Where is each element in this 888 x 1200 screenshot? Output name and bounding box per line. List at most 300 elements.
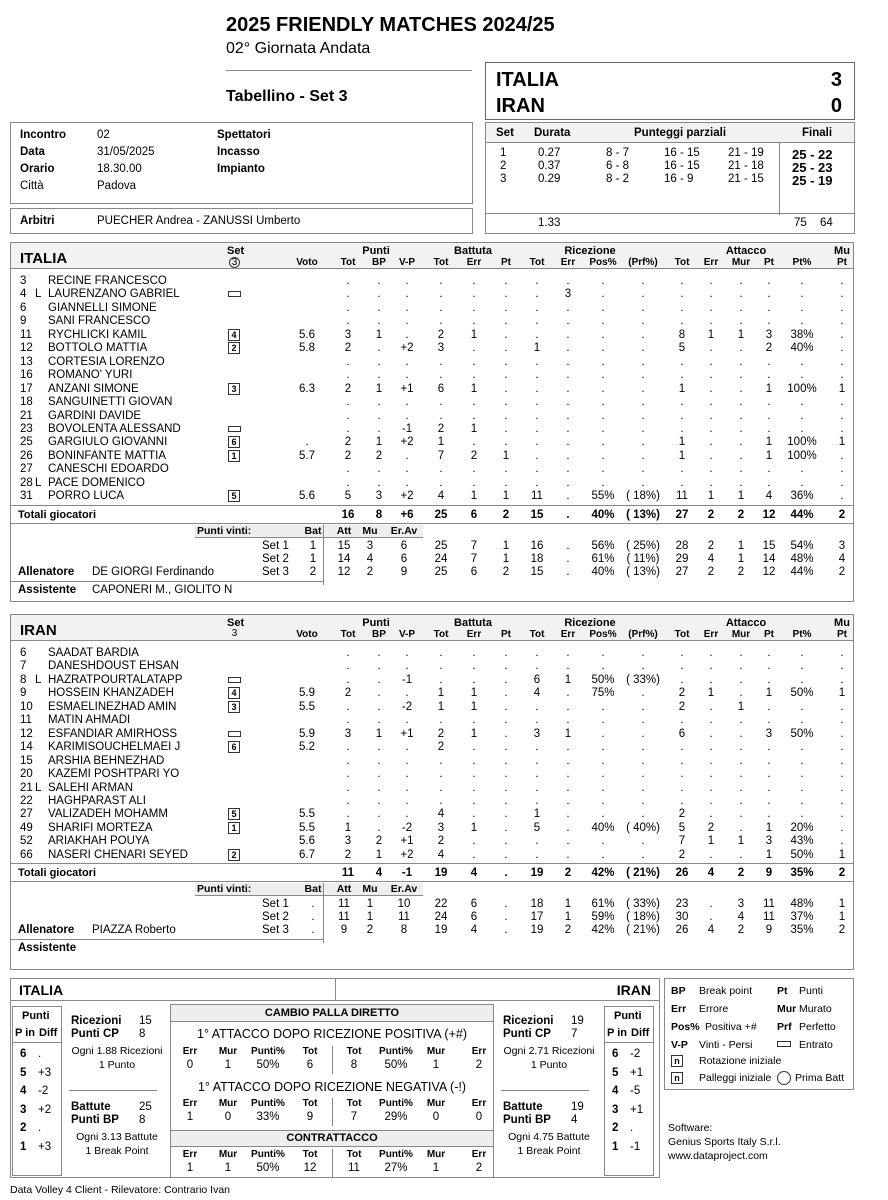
legend-mur: Mur xyxy=(777,1003,797,1015)
total-stat: 8 xyxy=(375,508,383,521)
set-stat: 11 xyxy=(763,911,775,924)
iran-h-pos: Pos% xyxy=(589,629,617,640)
italia-h-bp: BP xyxy=(372,257,386,268)
player-stat: . xyxy=(439,768,443,781)
player-stat: . xyxy=(840,660,844,673)
legend-bp: BP xyxy=(671,985,686,997)
set-stat: 7 xyxy=(470,539,478,552)
set-stat: 9 xyxy=(400,565,408,578)
player-stat: . xyxy=(377,714,381,727)
player-stat: 2 xyxy=(375,449,383,462)
player-stat: . xyxy=(566,342,570,355)
player-name: GARDINI DAVIDE xyxy=(48,409,142,422)
set-stat: ( 25%) xyxy=(626,539,660,552)
player-stat: . xyxy=(566,687,570,700)
player-stat: . xyxy=(346,673,350,686)
player-number: 16 xyxy=(20,369,33,382)
player-stat: 1 xyxy=(470,727,478,740)
player-name: HAGHPARAST ALI xyxy=(48,794,146,807)
rotation-diff: . xyxy=(630,1122,634,1134)
player-stat: . xyxy=(566,781,570,794)
player-stat: . xyxy=(535,647,539,659)
player-stat: . xyxy=(472,476,476,489)
player-stat: . xyxy=(800,315,804,328)
player-stat: . xyxy=(472,848,476,861)
divider xyxy=(501,1090,589,1091)
player-stat: . xyxy=(346,476,350,489)
player-stat: . xyxy=(641,768,645,781)
player-stat: 1 xyxy=(375,328,383,341)
player-number: 7 xyxy=(20,660,27,673)
total-stat: 42% xyxy=(591,867,615,880)
cambio-v-right: 7 xyxy=(350,1111,358,1123)
player-stat: . xyxy=(535,476,539,489)
player-stat: ( 40%) xyxy=(626,821,660,834)
set-stat: 9 xyxy=(765,924,773,937)
divider xyxy=(332,1098,333,1126)
player-stat: . xyxy=(346,741,350,754)
player-stat: . xyxy=(566,794,570,807)
set-stat: 48% xyxy=(790,898,814,911)
player-number: 6 xyxy=(20,301,27,314)
player-stat: . xyxy=(800,714,804,727)
score-sets1: 3 xyxy=(830,69,842,91)
player-stat: 1 xyxy=(765,848,773,861)
player-stat: . xyxy=(840,768,844,781)
player-stat: . xyxy=(535,436,539,449)
player-stat: . xyxy=(641,301,645,314)
player-stat: . xyxy=(601,647,605,659)
player-stat: . xyxy=(767,647,771,659)
player-stat: 5 xyxy=(678,821,686,834)
iran-h-pt: Pt xyxy=(501,629,511,640)
set-stat: 1 xyxy=(564,911,572,924)
player-stat: . xyxy=(504,754,508,767)
total-stat: ( 21%) xyxy=(626,867,660,880)
player-stat: . xyxy=(346,700,350,713)
player-stat: . xyxy=(641,781,645,794)
italia-assistant-label: Assistente xyxy=(18,583,77,596)
cambio-v-left: 1 xyxy=(186,1162,194,1174)
set-stat: 12 xyxy=(337,565,351,578)
player-stat: . xyxy=(535,700,539,713)
player-stat: . xyxy=(566,382,570,395)
player-stat: 5.5 xyxy=(299,821,315,834)
player-stat: . xyxy=(346,315,350,328)
legend-entrato: Entrato xyxy=(799,1039,833,1051)
set-stat: 1 xyxy=(737,552,745,565)
player-stat: 1 xyxy=(838,382,846,395)
player-stat: . xyxy=(504,727,508,740)
punti-label: Punti xyxy=(22,1010,50,1022)
player-stat: 1 xyxy=(437,436,445,449)
rotation-number: 3 xyxy=(612,1103,619,1116)
player-stat: . xyxy=(739,422,743,435)
set-stat: 11 xyxy=(338,898,350,911)
player-number: 13 xyxy=(20,355,33,368)
software-web: www.dataproject.com xyxy=(668,1150,768,1162)
player-stat: . xyxy=(405,369,409,382)
italia-h-err: Err xyxy=(466,257,482,268)
divider xyxy=(332,1046,333,1074)
italia-h-pt: Pt xyxy=(837,257,847,268)
player-stat: . xyxy=(504,794,508,807)
set-row-set: 3 xyxy=(500,173,507,185)
set-stat: 4 xyxy=(707,552,715,565)
player-stat: 3 xyxy=(765,835,773,848)
punti-label: Punti xyxy=(614,1010,642,1022)
set-stat: 56% xyxy=(591,539,615,552)
un-break-point: 1 Break Point xyxy=(85,1145,149,1157)
player-stat: 2 xyxy=(344,449,352,462)
player-stat: -2 xyxy=(401,821,413,834)
player-name: ROMANO' YURI xyxy=(48,369,133,382)
player-stat: 1 xyxy=(470,382,478,395)
cambio-h-left: Mur xyxy=(218,1046,238,1057)
legend-pos-desc: Positiva +# xyxy=(705,1021,757,1033)
player-stat: . xyxy=(840,301,844,314)
player-name: VALIZADEH MOHAMM xyxy=(48,808,168,821)
player-stat: . xyxy=(840,396,844,409)
player-name: ESFANDIAR AMIRHOSS xyxy=(48,727,178,740)
player-stat: 1 xyxy=(470,821,478,834)
score-box xyxy=(485,62,855,120)
player-stat: . xyxy=(641,342,645,355)
set-row-set: 1 xyxy=(500,147,507,159)
entered-marker-icon xyxy=(228,731,241,737)
player-number: 8 xyxy=(20,673,27,686)
player-stat: . xyxy=(680,422,684,435)
player-stat: . xyxy=(535,328,539,341)
player-stat: 50% xyxy=(790,727,814,740)
set-stat: 3 xyxy=(838,539,846,552)
player-number: 11 xyxy=(20,714,32,727)
player-stat: . xyxy=(601,288,605,301)
player-stat: . xyxy=(709,781,713,794)
player-stat: . xyxy=(377,821,381,834)
italia-h-pos: Pos% xyxy=(589,257,617,268)
total-stat: 11 xyxy=(341,867,355,880)
player-stat: . xyxy=(504,396,508,409)
player-stat: . xyxy=(535,449,539,462)
total-stat: 6 xyxy=(470,508,478,521)
punti-cp-value: 7 xyxy=(571,1028,578,1040)
set-stat: 28 xyxy=(675,539,689,552)
player-stat: . xyxy=(472,835,476,848)
player-stat: . xyxy=(504,647,508,659)
citta-label: Città xyxy=(20,180,44,192)
divider xyxy=(11,523,853,524)
player-stat: 2 xyxy=(344,382,352,395)
player-name: ARIAKHAH POUYA xyxy=(48,835,150,848)
player-stat: . xyxy=(739,409,743,422)
player-stat: . xyxy=(535,463,539,476)
player-stat: . xyxy=(472,781,476,794)
divider xyxy=(11,581,323,582)
player-stat: . xyxy=(601,369,605,382)
player-stat: 4 xyxy=(437,490,445,503)
player-stat: . xyxy=(680,768,684,781)
player-name: DANESHDOUST EHSAN xyxy=(48,660,179,673)
set-row-p1: 8 - 2 xyxy=(606,173,630,185)
player-stat: . xyxy=(439,754,443,767)
set-label: Set 3 xyxy=(262,924,289,937)
player-number: 3 xyxy=(20,275,27,287)
player-stat: . xyxy=(504,687,508,700)
sets-total-duration: 1.33 xyxy=(538,217,561,229)
total-stat: ( 13%) xyxy=(626,508,660,521)
player-stat: . xyxy=(377,288,381,301)
iran-coach-label: Allenatore xyxy=(18,924,75,937)
player-stat: . xyxy=(641,409,645,422)
player-number: 21 xyxy=(20,409,33,422)
cambio-v-left: 0 xyxy=(224,1111,232,1123)
player-stat: 2 xyxy=(437,328,445,341)
player-stat: 1 xyxy=(437,687,445,700)
player-stat: . xyxy=(709,741,713,754)
set-stat: 26 xyxy=(675,924,689,937)
set-stat: 54% xyxy=(790,539,814,552)
player-stat: 1 xyxy=(707,687,715,700)
player-stat: . xyxy=(709,436,713,449)
legend-vp: V-P xyxy=(671,1039,688,1051)
player-stat: . xyxy=(767,660,771,673)
player-stat: . xyxy=(566,328,570,341)
iran-h-attacco: Attacco xyxy=(725,617,767,629)
player-stat: . xyxy=(739,436,743,449)
set-stat: 3 xyxy=(366,539,374,552)
player-stat: . xyxy=(472,660,476,673)
rotation-number: 1 xyxy=(20,1140,27,1153)
player-stat: . xyxy=(840,781,844,794)
total-stat: 15 xyxy=(530,508,544,521)
player-stat: . xyxy=(377,275,381,287)
player-number: 12 xyxy=(20,342,33,355)
player-stat: . xyxy=(767,422,771,435)
player-stat: . xyxy=(346,369,350,382)
player-stat: . xyxy=(641,700,645,713)
player-stat: 1 xyxy=(737,328,745,341)
set-row-fin: 25 - 22 xyxy=(792,147,833,162)
total-stat: 25 xyxy=(434,508,448,521)
player-stat: 1 xyxy=(737,700,745,713)
iran-set-badge: 3 xyxy=(231,628,238,639)
italia-coach-label: Allenatore xyxy=(18,565,75,578)
arbitri-box xyxy=(10,208,473,234)
player-stat: . xyxy=(377,660,381,673)
rotation-diff: +1 xyxy=(630,1066,644,1079)
bottom-team1: ITALIA xyxy=(19,982,64,998)
total-stat: 2 xyxy=(737,867,745,880)
player-stat: . xyxy=(405,647,409,659)
match-info-box xyxy=(10,122,473,204)
cambio-h-right: Punti% xyxy=(379,1149,413,1160)
italia-coach-value: DE GIORGI Ferdinando xyxy=(92,565,215,578)
player-stat: 1 xyxy=(765,382,773,395)
ogni-battute: Ogni 4.75 Battute xyxy=(508,1131,590,1143)
player-stat: . xyxy=(439,660,443,673)
legend-pall: Palleggi iniziale xyxy=(699,1072,772,1084)
player-stat: 8 xyxy=(678,328,686,341)
player-stat: . xyxy=(840,794,844,807)
player-stat: 5 xyxy=(344,490,352,503)
player-stat: . xyxy=(601,409,605,422)
player-stat: 2 xyxy=(437,741,445,754)
player-stat: . xyxy=(680,463,684,476)
player-stat: 1 xyxy=(502,490,510,503)
entrato-icon xyxy=(777,1041,791,1047)
iran-totals-label: Totali giocatori xyxy=(18,867,97,880)
player-stat: 3 xyxy=(344,328,352,341)
legend-prf-desc: Perfetto xyxy=(799,1021,836,1033)
player-stat: . xyxy=(405,275,409,287)
player-stat: . xyxy=(566,835,570,848)
arbitri-value: PUECHER Andrea - ZANUSSI Umberto xyxy=(97,215,301,227)
iran-h-punti: Punti xyxy=(362,617,390,629)
italia-h-mur: Mur xyxy=(731,257,751,268)
set-stat: 6 xyxy=(470,565,478,578)
cambio-v-left: 50% xyxy=(256,1059,280,1071)
player-stat: 3 xyxy=(344,727,352,740)
italia-set-badge: 3 xyxy=(229,257,240,268)
player-stat: 1 xyxy=(533,808,541,821)
player-number: 66 xyxy=(20,848,33,861)
player-stat: . xyxy=(767,781,771,794)
player-stat: . xyxy=(405,355,409,368)
player-stat: . xyxy=(377,794,381,807)
player-stat: . xyxy=(739,275,743,287)
player-stat: -1 xyxy=(401,422,413,435)
contr-title: CONTRATTACCO xyxy=(286,1132,378,1144)
impianto-label: Impianto xyxy=(217,163,265,175)
player-name: PACE DOMENICO xyxy=(48,476,145,489)
player-libero: L xyxy=(35,288,42,301)
player-number: 23 xyxy=(20,422,33,435)
player-name: NASERI CHENARI SEYED xyxy=(48,848,188,861)
player-stat: . xyxy=(377,355,381,368)
iran-pv-header: Mu xyxy=(362,883,378,896)
player-stat: . xyxy=(709,700,713,713)
player-stat: . xyxy=(601,848,605,861)
cambio-v-right: 0 xyxy=(475,1111,483,1123)
player-stat: 50% xyxy=(591,673,615,686)
positive-title: 1° ATTACCO DOPO RICEZIONE POSITIVA (+#) xyxy=(197,1027,467,1041)
set-row-p2: 16 - 15 xyxy=(664,147,700,159)
set-stat: 14 xyxy=(337,552,351,565)
player-stat: 11 xyxy=(531,490,543,503)
set-label: Set 2 xyxy=(262,911,289,924)
set-stat: 16 xyxy=(530,539,544,552)
player-stat: 40% xyxy=(790,342,814,355)
player-stat: . xyxy=(566,315,570,328)
set-stat: 18 xyxy=(530,552,544,565)
player-stat: 1 xyxy=(765,436,773,449)
player-stat: . xyxy=(800,463,804,476)
player-stat: 2 xyxy=(678,808,686,821)
player-stat: . xyxy=(800,808,804,821)
player-stat: . xyxy=(346,768,350,781)
cambio-h-left: Punti% xyxy=(251,1098,285,1109)
player-stat: . xyxy=(709,449,713,462)
player-stat: 3 xyxy=(765,727,773,740)
total-stat: 2 xyxy=(707,508,715,521)
player-stat: . xyxy=(709,808,713,821)
player-stat: . xyxy=(601,275,605,287)
player-stat: . xyxy=(504,355,508,368)
un-punto: 1 Punto xyxy=(530,1059,568,1071)
player-stat: . xyxy=(601,422,605,435)
player-stat: . xyxy=(405,463,409,476)
set-stat: 17 xyxy=(530,911,544,924)
set-stat: ( 21%) xyxy=(626,924,660,937)
player-stat: . xyxy=(504,835,508,848)
player-stat: . xyxy=(601,355,605,368)
rotation-number: 4 xyxy=(20,1085,27,1097)
set-row-dur: 0.27 xyxy=(538,147,561,159)
player-stat: 100% xyxy=(787,449,817,462)
italia-h-err: Err xyxy=(560,257,576,268)
player-stat: 1 xyxy=(437,700,445,713)
total-stat: 19 xyxy=(530,867,544,880)
cambio-h-right: Mur xyxy=(426,1046,446,1057)
player-stat: . xyxy=(739,714,743,727)
player-stat: 2 xyxy=(678,848,686,861)
player-stat: . xyxy=(641,315,645,328)
player-stat: . xyxy=(840,808,844,821)
cambio-v-right: 2 xyxy=(475,1059,483,1071)
player-stat: . xyxy=(641,660,645,673)
player-stat: . xyxy=(566,741,570,754)
player-stat: . xyxy=(504,436,508,449)
cambio-v-right: 0 xyxy=(432,1111,440,1123)
set-stat: 27 xyxy=(675,565,689,578)
player-name: BOVOLENTA ALESSAND xyxy=(48,422,181,435)
player-stat: . xyxy=(439,288,443,301)
iran-h-voto: Voto xyxy=(296,629,318,640)
player-stat: 6.3 xyxy=(299,382,315,395)
player-stat: . xyxy=(472,714,476,727)
set-stat: 2 xyxy=(737,924,745,937)
player-stat: +1 xyxy=(400,835,414,848)
set-stat: 12 xyxy=(762,565,776,578)
rotation-diff: -2 xyxy=(630,1048,641,1060)
player-stat: . xyxy=(535,714,539,727)
player-stat: . xyxy=(535,288,539,301)
cambio-v-left: 1 xyxy=(224,1059,232,1071)
rotation-diff: +3 xyxy=(38,1066,52,1079)
player-name: ANZANI SIMONE xyxy=(48,382,139,395)
player-stat: . xyxy=(709,794,713,807)
player-stat: . xyxy=(535,422,539,435)
player-stat: . xyxy=(439,355,443,368)
player-stat: . xyxy=(346,463,350,476)
player-stat: . xyxy=(601,808,605,821)
set-stat: . xyxy=(504,924,508,937)
set-stat: 6 xyxy=(400,539,408,552)
rotation-diff: -2 xyxy=(38,1085,49,1097)
player-number: 15 xyxy=(20,754,33,767)
player-stat: 1 xyxy=(375,436,383,449)
player-stat: . xyxy=(504,342,508,355)
player-stat: 5.7 xyxy=(299,449,315,462)
player-stat: 6 xyxy=(437,382,445,395)
sets-h-durata: Durata xyxy=(534,127,571,139)
set-stat: 2 xyxy=(366,565,374,578)
player-stat: . xyxy=(641,275,645,287)
player-stat: . xyxy=(680,476,684,489)
player-stat: . xyxy=(377,781,381,794)
set-stat: 2 xyxy=(838,924,846,937)
